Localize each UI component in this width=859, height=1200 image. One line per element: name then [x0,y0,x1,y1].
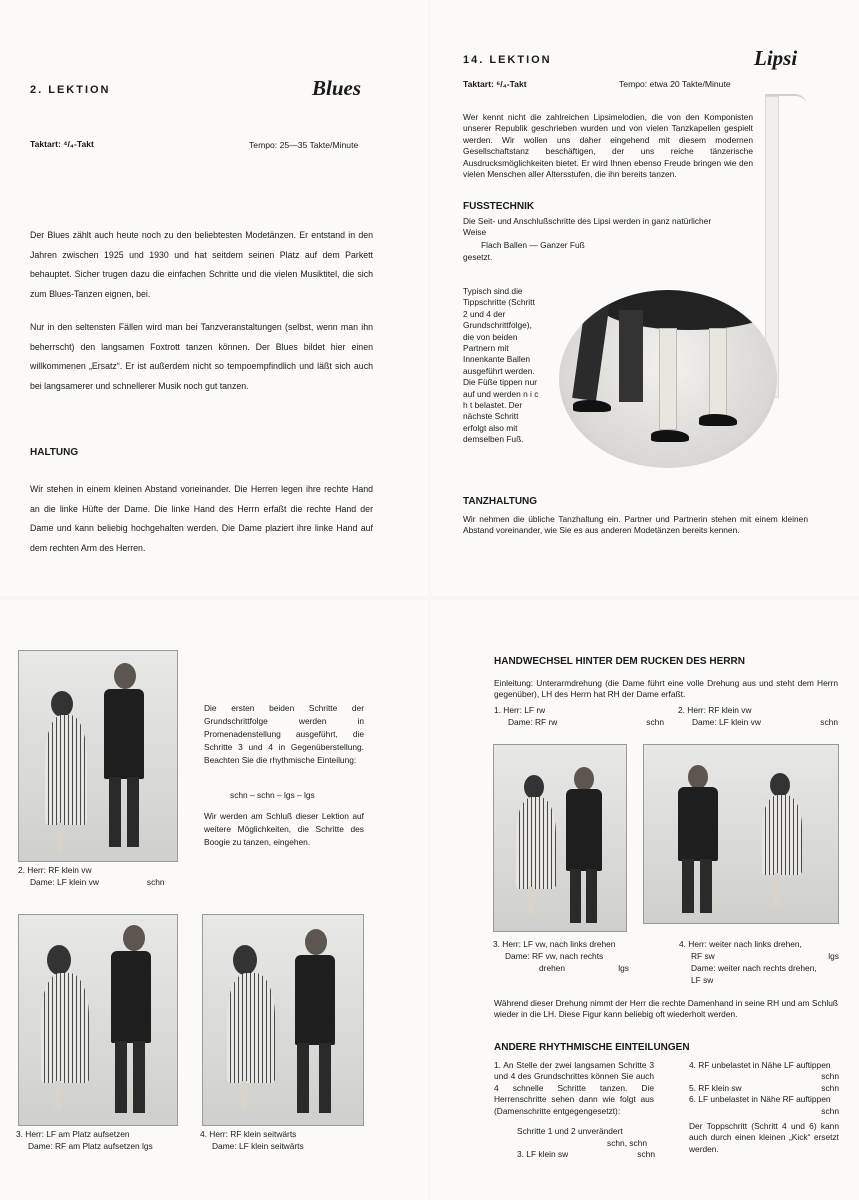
andere-item-5-rhythm: schn [821,1082,839,1093]
section-heading-fusstechnik: FUSSTECHNIK [463,201,535,212]
woman-head [770,773,790,797]
caption-line: 2. Herr: RF klein vw [18,865,92,875]
man-leg [570,869,581,923]
dance-photo-step-3 [493,744,627,932]
andere-item-3 [517,1149,655,1160]
caption-text: Dame: LF klein vw [30,877,99,887]
man-suit [295,955,335,1045]
page-title: HANDWECHSEL HINTER DEM RUCKEN DES HERRN [494,656,745,667]
caption-step-4 [200,1128,380,1152]
man-head [114,663,136,689]
caption-line: 3. Herr: LF vw, nach links drehen [493,939,616,949]
section-heading-tanzhaltung: TANZHALTUNG [463,496,538,507]
caption-line: LF sw [691,975,714,985]
page-title: Lipsi [754,46,798,70]
andere-item-6: 6. LF unbelastet in Nähe RF auftippen [689,1094,831,1105]
man-leg [127,777,139,847]
taktart-label: Taktart: ⁴/₄-Takt [30,139,94,149]
man-leg [682,859,694,913]
caption-line: 4. Herr: weiter nach links drehen, [679,939,802,949]
dance-photo-step-3 [18,914,178,1126]
taktart-label: Taktart: ⁶/₄-Takt [463,79,527,89]
page-handwechsel [431,600,859,1200]
page-lipsi [431,0,859,596]
page-blues [0,0,428,596]
man-suit [566,789,602,871]
andere-item-4-rhythm: schn [821,1071,839,1082]
andere-item-1: 1. An Stelle der zwei langsamen Schritte 3 und 4 des Grundschrittes können Sie auch 4 schnelle Schritte tanzen. Die Herrenschritte sehen dann wie folgt aus (Damenschritte entgegengesetzt): [494,1060,654,1116]
shoe [651,430,689,442]
woman-leg [55,1081,61,1111]
caption-text: RF sw [691,951,715,961]
caption-line: Dame: weiter nach rechts drehen, [691,963,817,973]
intro-paragraph: Wer kennt nicht die zahlreichen Lipsimelodien, die von den Komponisten unserer Republik geschrieben wurden und von vielen Tanzkapellen gespielt werden. Wir wollen uns daher eingehend mit diesem modernen Gesellschaftstanz beschäftigen, der uns reiche tänzerische Ausdrucksmöglichkeiten bietet. Er wird Ihnen ebenso Freude bringen wie den vielen Menschen aller Altersstufen, die ihn bereits tanzen. [463,112,753,180]
caption-line: Dame: LF klein seitwärts [212,1141,304,1151]
lesson-label: 14. LEKTION [463,54,552,66]
intro-text: Einleitung: Unterarmdrehung (die Dame führt eine volle Drehung aus und steht dem Herrn gegenüber), LH des Herrn hat RH der Dame erfaßt. [494,678,838,700]
man-leg [297,1043,309,1113]
second-paragraph: Nur in den seltensten Fällen wird man bei Tanzveranstaltungen (selbst, wenn man ihn beherrscht) den langsamen Foxtrott tanzen können. Der Blues bildet hier einen willkommenen „Ersatz“. Er ist außerdem nicht so tempoempfindlich und läßt sich auch bei langsamerer und schnellerer Musik noch gut tanzen. [30,322,373,391]
tanzhaltung-text: Wir nehmen die übliche Tanzhaltung ein. Partner und Partnerin stehen mit einem kleinen Abstand voreinander, wie Sie es aus anderen Modetänzen bereits kennen. [463,514,808,536]
man-suit [678,787,718,861]
man-head [688,765,708,789]
caption-step-4 [679,938,839,986]
woman-dress [516,797,556,889]
fusstechnik-end: gesetzt. [463,252,493,262]
andere-item-4: 4. RF unbelastet in Nähe LF auftippen [689,1060,831,1070]
woman-dress [45,715,87,825]
man-head [123,925,145,951]
tempo-label: Tempo: etwa 20 Takte/Minute [619,79,731,89]
woman-dress [41,973,89,1083]
woman-head [51,691,73,717]
dance-photo-step-2 [18,650,178,862]
woman-head [233,945,257,975]
step-text: Dame: LF klein vw [692,717,761,727]
caption-line [493,962,629,974]
page-boogie-steps [0,600,428,1200]
caption-rhythm: lgs [828,951,839,961]
woman-head [524,775,544,799]
man-leg [109,777,121,847]
man-leg [319,1043,331,1113]
caption-rhythm: lgs [618,963,629,973]
drehung-note: Während dieser Drehung nimmt der Herr die rechte Damenhand in seine RH und am Schluß wieder in die LH. Diese Figur kann beliebig oft wiederholt werden. [494,998,838,1020]
man-suit [111,951,151,1043]
stocking-leg [709,328,727,418]
man-head [574,767,594,791]
woman-leg [774,873,780,907]
andere-kick-note: Der Toppschritt (Schritt 4 und 6) kann auch durch einen kleinen „Kick“ ersetzt werden. [689,1121,839,1154]
dance-photo-step-4 [202,914,364,1126]
caption-line [679,950,839,962]
andere-item-1b: Schritte 1 und 2 unverändert [517,1126,623,1136]
caption-rhythm: schn [146,877,165,887]
caption-line: Dame: RF vw, nach rechts [505,951,604,961]
shoe [573,400,611,412]
note-flag-decoration [765,94,807,106]
caption-step-3 [16,1128,196,1152]
trouser-leg [619,310,643,402]
tippschritt-text: Typisch sind die Tippschritte (Schritt 2 und 4 der Grundschrittfolge), die von beiden Partnern mit Innenkante Ballen ausgeführt werden. Die Füße tippen nur auf und werden n i c h t belastet. Der nächste Schritt erfolgt also mit demselben Fuß. [463,286,539,445]
andere-item-5 [689,1083,839,1094]
step-line [494,716,664,728]
feet-photo [559,290,777,468]
woman-leg [57,823,63,851]
step-description: Die ersten beiden Schritte der Grundschrittfolge werden in Promenadenstellung ausgeführt, die Schritte 3 und 4 in Gegenüberstellung. Beachten Sie die rhythmische Einteilung: [204,703,364,765]
caption-text: drehen [539,963,566,973]
intro-paragraph: Der Blues zählt auch heute noch zu den beliebtesten Modetänzen. Er entstand in den Jahren zwischen 1925 und 1930 und hat seitdem seinen Platz auf dem Parkett behauptet. Sicher trugen dazu die einfachen Schritte und die vielen Musiktitel, die sich zum Blues-Tanzen eignen, bei. [30,230,373,299]
man-suit [104,689,144,779]
caption-step-3 [493,938,643,974]
fusstechnik-text: Die Seit- und Anschlußschritte des Lipsi werden in ganz natürlicher Weise [463,216,712,238]
andere-item-3-rhythm: schn [637,1149,655,1159]
man-leg [586,869,597,923]
andere-item-1c: schn, schn [607,1138,648,1148]
caption-line [18,876,188,888]
tempo-label: Tempo: 25—35 Takte/Minute [249,140,359,150]
step-line: 1. Herr: LF rw [494,705,546,715]
andere-item-6-rhythm: schn [821,1105,839,1116]
caption-line: 3. Herr: LF am Platz aufsetzen [16,1129,130,1139]
step-text: Dame: RF rw [508,717,558,727]
woman-head [47,945,71,975]
andere-item-3-text: 3. LF klein sw [517,1149,569,1159]
man-leg [700,859,712,913]
step-rhythm: schn [646,717,664,727]
woman-leg [241,1081,247,1111]
woman-leg [528,887,534,915]
step-line [678,716,838,728]
trouser-leg [572,299,610,401]
man-leg [115,1041,127,1113]
andere-right-column [689,1060,839,1155]
further-note: Wir werden am Schluß dieser Lektion auf weitere Möglichkeiten, die Schritte des Boogie zu tanzen, eingehen. [204,811,364,847]
section-heading-andere: ANDERE RHYTHMISCHE EINTEILUNGEN [494,1042,690,1053]
stocking-leg [659,328,677,430]
shoe [699,414,737,426]
caption-step-2 [18,864,188,888]
step-2 [678,704,838,728]
man-head [305,929,327,955]
lesson-label: 2. LEKTION [30,84,111,96]
caption-line: 4. Herr: RF klein seitwärts [200,1129,297,1139]
caption-line: Dame: RF am Platz aufsetzen lgs [28,1141,153,1151]
dance-photo-step-4 [643,744,839,924]
fusstechnik-center: Flach Ballen — Ganzer Fuß [481,240,585,250]
step-line: 2. Herr: RF klein vw [678,705,752,715]
andere-item-5-text: 5. RF klein sw [689,1082,742,1093]
step-rhythm: schn [820,717,838,727]
page-title: Blues [312,76,362,100]
rhythm-line: schn – schn – lgs – lgs [230,790,315,800]
haltung-paragraph: Wir stehen in einem kleinen Abstand voneinander. Die Herren legen ihre rechte Hand an die linke Hüfte der Dame. Die linke Hand des Herrn erfaßt die rechte Hand der Dame und kann beliebig hochgehalten werden. Die Dame plaziert ihre linke Hand auf dem rechten Arm des Herren. [30,484,373,553]
step-1 [494,704,664,728]
woman-dress [762,795,802,875]
section-heading-haltung: HALTUNG [30,447,79,458]
man-leg [133,1041,145,1113]
woman-dress [227,973,275,1083]
